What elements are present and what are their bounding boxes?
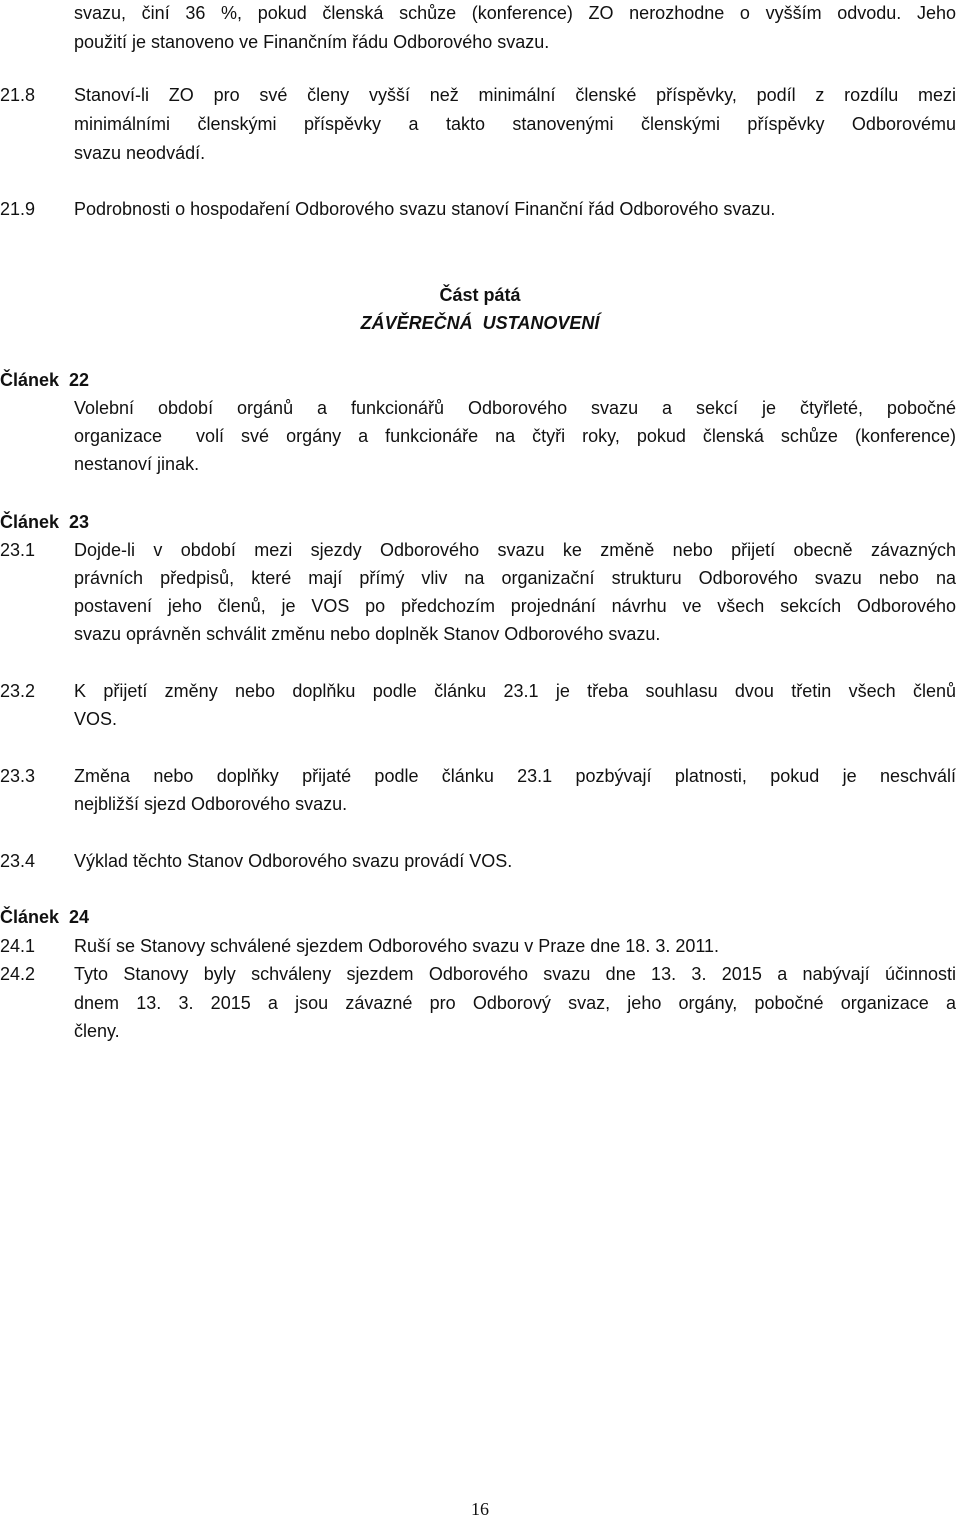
intro-line-1: svazu, činí 36 %, pokud členská schůze (konference) ZO nerozhodne o vyšším odvodu. Jeho bbox=[74, 3, 956, 23]
part-subtitle: ZÁVĚREČNÁ USTANOVENÍ bbox=[360, 313, 600, 333]
paragraph-number-23-4: 23.4 bbox=[0, 851, 36, 871]
article-22-line-1: Volební období orgánů a funkcionářů Odborového svazu a sekcí je čtyřleté, pobočné bbox=[74, 398, 956, 418]
intro-line-2: použití je stanoveno ve Finančním řádu Odborového svazu. bbox=[74, 32, 550, 52]
paragraph-number-21-9: 21.9 bbox=[0, 199, 36, 219]
paragraph-24-2-line-3: členy. bbox=[74, 1021, 120, 1041]
part-title: Část pátá bbox=[439, 285, 521, 305]
paragraph-21-8-line-2: minimálními členskými příspěvky a takto stanovenými členskými příspěvky Odborovému bbox=[74, 114, 956, 134]
article-23-heading: Článek 23 bbox=[0, 512, 90, 532]
paragraph-number-23-2: 23.2 bbox=[0, 681, 36, 701]
paragraph-24-1-text: Ruší se Stanovy schválené sjezdem Odborového svazu v Praze dne 18. 3. 2011. bbox=[74, 936, 720, 956]
paragraph-24-2-line-2: dnem 13. 3. 2015 a jsou závazné pro Odborový svaz, jeho orgány, pobočné organizace a bbox=[74, 993, 956, 1013]
paragraph-number-23-1: 23.1 bbox=[0, 540, 36, 560]
paragraph-23-3-line-2: nejbližší sjezd Odborového svazu. bbox=[74, 794, 348, 814]
paragraph-23-1-line-1: Dojde-li v období mezi sjezdy Odborového svazu ke změně nebo přijetí obecně závazných bbox=[74, 540, 956, 560]
paragraph-24-2-line-1: Tyto Stanovy byly schváleny sjezdem Odborového svazu dne 13. 3. 2015 a nabývají účinnosti bbox=[74, 964, 956, 984]
article-22-line-2: organizace volí své orgány a funkcionáře na čtyři roky, pokud členská schůze (konference) bbox=[74, 426, 956, 446]
paragraph-21-9-text: Podrobnosti o hospodaření Odborového svazu stanoví Finanční řád Odborového svazu. bbox=[74, 199, 776, 219]
paragraph-23-2-line-2: VOS. bbox=[74, 709, 118, 729]
paragraph-number-24-1: 24.1 bbox=[0, 936, 36, 956]
article-22-heading: Článek 22 bbox=[0, 370, 90, 390]
paragraph-21-8-line-1: Stanoví-li ZO pro své členy vyšší než minimální členské příspěvky, podíl z rozdílu mezi bbox=[74, 85, 956, 105]
article-22-line-3: nestanoví jinak. bbox=[74, 454, 200, 474]
paragraph-23-2-line-1: K přijetí změny nebo doplňku podle článku 23.1 je třeba souhlasu dvou třetin všech členů bbox=[74, 681, 956, 701]
paragraph-number-21-8: 21.8 bbox=[0, 85, 36, 105]
paragraph-23-3-line-1: Změna nebo doplňky přijaté podle článku 23.1 pozbývají platnosti, pokud je neschválí bbox=[74, 766, 956, 786]
paragraph-number-23-3: 23.3 bbox=[0, 766, 36, 786]
paragraph-21-8-line-3: svazu neodvádí. bbox=[74, 143, 206, 163]
paragraph-number-24-2: 24.2 bbox=[0, 964, 36, 984]
article-24-heading: Článek 24 bbox=[0, 907, 90, 927]
page-number: 16 bbox=[471, 1499, 489, 1519]
paragraph-23-4-text: Výklad těchto Stanov Odborového svazu provádí VOS. bbox=[74, 851, 513, 871]
paragraph-23-1-line-2: právních předpisů, které mají přímý vliv na organizační strukturu Odborového svazu nebo na bbox=[74, 568, 956, 588]
paragraph-23-1-line-3: postavení jeho členů, je VOS po předchozím projednání návrhu ve všech sekcích Odborového bbox=[74, 596, 956, 616]
paragraph-23-1-line-4: svazu oprávněn schválit změnu nebo doplněk Stanov Odborového svazu. bbox=[74, 624, 661, 644]
